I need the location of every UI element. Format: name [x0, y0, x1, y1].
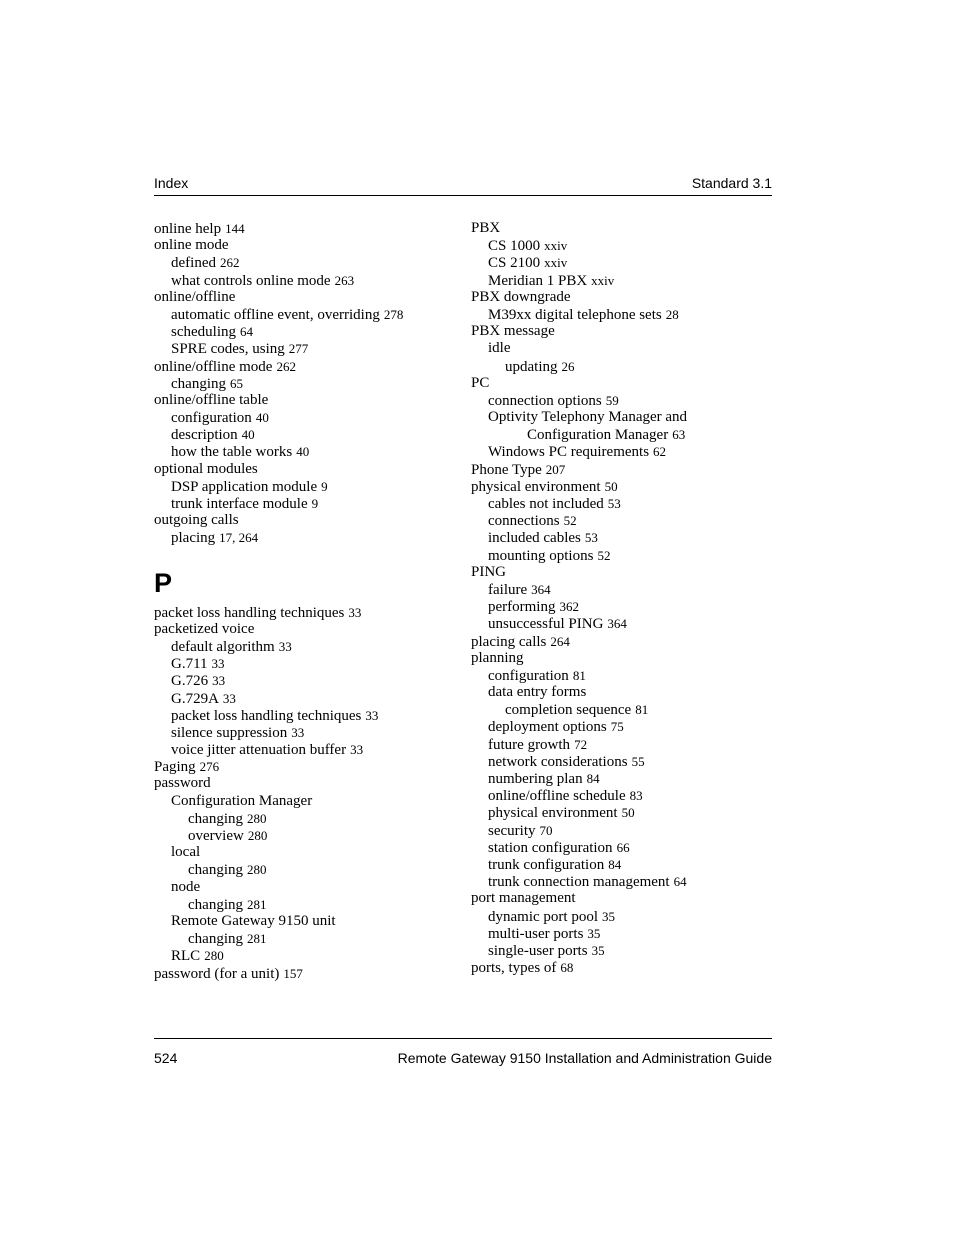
index-term: changing [188, 896, 243, 913]
index-term: password (for a unit) [154, 965, 280, 982]
index-entry [154, 461, 454, 478]
index-term: default algorithm [171, 638, 275, 655]
index-page-ref[interactable]: 280 [204, 948, 224, 964]
index-entry [154, 947, 454, 964]
index-term: packet loss handling techniques [154, 604, 345, 621]
index-page-ref[interactable]: 35 [601, 908, 615, 924]
index-term: unsuccessful PING [488, 616, 604, 633]
index-page-ref[interactable]: 53 [584, 530, 598, 546]
index-term: online/offline table [154, 391, 269, 408]
index-entry [471, 701, 771, 718]
index-term: what controls online mode [171, 272, 331, 289]
index-page-ref[interactable]: 40 [255, 410, 269, 426]
index-term: password [154, 775, 211, 792]
index-entry [154, 844, 454, 861]
index-term: Configuration Manager [527, 427, 669, 444]
index-entry [471, 564, 771, 581]
index-page-ref[interactable]: 75 [610, 719, 624, 735]
index-page-ref[interactable]: 64 [673, 874, 687, 890]
index-term: online mode [154, 237, 229, 254]
index-entry [154, 793, 454, 810]
index-term: PING [471, 563, 507, 580]
index-page-ref[interactable]: 63 [672, 427, 686, 443]
index-term: network considerations [488, 753, 628, 770]
index-term: silence suppression [171, 724, 288, 741]
index-column-right [471, 220, 771, 976]
index-entry [154, 529, 454, 546]
index-entry [471, 306, 771, 323]
index-page-ref[interactable]: 17, 264 [219, 530, 259, 546]
index-entry [154, 655, 454, 672]
index-entry [154, 827, 454, 844]
index-page-ref[interactable]: 81 [572, 667, 586, 683]
index-entry [154, 358, 454, 375]
index-entry [154, 306, 454, 323]
index-page-ref[interactable]: 33 [211, 656, 225, 672]
index-page-ref[interactable]: 28 [665, 306, 679, 322]
index-entry [154, 375, 454, 392]
index-entry [154, 810, 454, 827]
index-term: RLC [171, 948, 201, 965]
index-term: online/offline mode [154, 358, 273, 375]
index-term: future growth [488, 736, 571, 753]
index-entry [471, 220, 771, 237]
index-entry [471, 598, 771, 615]
index-page-ref[interactable]: 50 [621, 805, 635, 821]
index-entry [154, 323, 454, 340]
index-term: included cables [488, 530, 581, 547]
index-page-ref[interactable]: 84 [608, 856, 622, 872]
index-term: placing [171, 530, 216, 547]
index-entry [154, 512, 454, 529]
index-entry [471, 736, 771, 753]
index-page-ref[interactable]: 33 [222, 690, 236, 706]
index-entry [154, 237, 454, 254]
index-entry [154, 272, 454, 289]
index-page-ref[interactable]: 40 [241, 427, 255, 443]
index-page-ref[interactable]: 33 [212, 673, 226, 689]
index-page-ref[interactable]: 33 [350, 742, 364, 758]
index-entry [471, 495, 771, 512]
footer-doc-title: Remote Gateway 9150 Installation and Administration Guide [397, 1050, 772, 1066]
index-page-ref[interactable]: 262 [276, 358, 296, 374]
index-term: CS 2100 [488, 255, 541, 272]
index-entry [471, 254, 771, 271]
index-page-ref[interactable]: 364 [607, 616, 627, 632]
index-entry [471, 547, 771, 564]
index-entry [471, 443, 771, 460]
index-entry [471, 272, 771, 289]
index-term: PBX message [471, 323, 555, 340]
index-page-ref[interactable]: xxiv [591, 272, 615, 288]
index-page-ref[interactable]: 52 [563, 513, 577, 529]
index-entry [154, 254, 454, 271]
index-entry [471, 873, 771, 890]
index-term: G.711 [171, 656, 208, 673]
index-entry [154, 775, 454, 792]
index-page-ref[interactable]: 33 [348, 604, 362, 620]
index-page-ref[interactable]: 55 [631, 753, 645, 769]
index-entry [471, 925, 771, 942]
index-term: defined [171, 255, 216, 272]
index-term: ports, types of [471, 960, 557, 977]
index-term: online/offline [154, 288, 236, 305]
index-entry [471, 289, 771, 306]
index-entries-p-continued [471, 220, 771, 976]
index-entry [471, 839, 771, 856]
index-term: connection options [488, 392, 602, 409]
index-term: changing [188, 810, 243, 827]
index-entry [154, 930, 454, 947]
page-header [154, 174, 772, 196]
index-entry [154, 965, 454, 982]
index-term: packet loss handling techniques [171, 707, 362, 724]
index-page-ref[interactable]: 70 [539, 822, 553, 838]
index-entry [154, 879, 454, 896]
index-page-ref[interactable]: 66 [616, 839, 630, 855]
index-page-ref[interactable]: 35 [587, 925, 601, 941]
section-letter-p: P [154, 567, 173, 598]
index-entry [471, 529, 771, 546]
index-entry [154, 340, 454, 357]
index-entries-o [154, 220, 454, 547]
index-entry [471, 426, 771, 443]
index-term: G.729A [171, 690, 219, 707]
index-entry [471, 770, 771, 787]
index-entry [471, 633, 771, 650]
index-term: PBX [471, 220, 501, 236]
index-page-ref[interactable]: 9 [321, 478, 328, 494]
index-term: port management [471, 890, 576, 907]
index-entries-p [154, 604, 454, 982]
index-entry [471, 392, 771, 409]
index-term: deployment options [488, 719, 607, 736]
header-section-title: Index [154, 175, 189, 191]
index-entry [471, 804, 771, 821]
index-page-ref[interactable]: 81 [635, 702, 649, 718]
index-term: mounting options [488, 547, 594, 564]
index-page-ref[interactable]: 281 [246, 931, 267, 947]
index-page-ref[interactable]: 144 [225, 221, 245, 236]
index-entry [471, 581, 771, 598]
index-entry [154, 707, 454, 724]
index-entry [471, 237, 771, 254]
index-term: outgoing calls [154, 512, 239, 529]
index-page-ref[interactable]: 52 [597, 547, 611, 563]
index-page-ref[interactable]: xxiv [544, 255, 568, 271]
index-page-ref[interactable]: 26 [561, 358, 575, 374]
index-entry [471, 890, 771, 907]
index-entry [154, 621, 454, 638]
index-page-ref[interactable]: 33 [278, 638, 292, 654]
index-page-ref[interactable]: 33 [365, 707, 379, 723]
index-term: dynamic port pool [488, 908, 598, 925]
index-page-ref[interactable]: 364 [531, 581, 551, 597]
index-entry [471, 718, 771, 735]
index-term: configuration [488, 667, 569, 684]
index-entry [154, 289, 454, 306]
index-term: online/offline schedule [488, 788, 626, 805]
index-page-ref[interactable]: 40 [296, 444, 310, 460]
index-entry [154, 638, 454, 655]
index-term: completion sequence [505, 702, 632, 719]
index-term: idle [488, 340, 511, 357]
index-entry [154, 758, 454, 775]
index-entry [154, 426, 454, 443]
index-term: Optivity Telephony Manager and [488, 409, 688, 426]
index-page-ref[interactable]: 264 [550, 633, 570, 649]
index-term: scheduling [171, 324, 236, 341]
index-term: cables not included [488, 496, 604, 512]
index-page-ref[interactable]: 263 [334, 272, 355, 288]
index-entry [471, 340, 771, 357]
index-term: overview [188, 828, 244, 844]
index-page-ref[interactable]: 72 [574, 736, 588, 752]
index-entry [154, 861, 454, 878]
index-entry [471, 478, 771, 495]
index-entry [154, 672, 454, 689]
index-term: security [488, 822, 536, 839]
index-page-ref[interactable]: 59 [605, 392, 619, 408]
index-entry [154, 741, 454, 758]
index-page-ref[interactable]: 276 [199, 759, 220, 775]
index-page-ref[interactable]: 262 [219, 255, 240, 271]
index-term: numbering plan [488, 771, 583, 787]
index-term: placing calls [471, 633, 547, 650]
index-page-ref[interactable]: 64 [240, 324, 253, 340]
index-entry [471, 358, 771, 375]
index-term: single-user ports [488, 942, 588, 959]
index-term: data entry forms [488, 684, 587, 701]
index-entry [471, 787, 771, 804]
index-entry [154, 913, 454, 930]
index-term: PBX downgrade [471, 288, 571, 305]
index-term: PC [471, 374, 490, 391]
index-page-ref[interactable]: 83 [629, 788, 643, 804]
index-term: connections [488, 513, 560, 530]
index-term: Phone Type [471, 461, 542, 478]
index-entry [154, 604, 454, 621]
header-doc-version: Standard 3.1 [691, 175, 772, 191]
index-term: station configuration [488, 839, 613, 856]
index-term: packetized voice [154, 620, 255, 637]
index-page-ref[interactable]: 84 [586, 771, 600, 786]
index-term: node [171, 878, 201, 895]
index-entry [471, 822, 771, 839]
index-page-ref[interactable]: 68 [560, 960, 574, 976]
index-entry [154, 443, 454, 460]
index-term: Meridian 1 PBX [488, 272, 588, 289]
index-entry [154, 896, 454, 913]
index-entry [471, 323, 771, 340]
index-term: Remote Gateway 9150 unit [171, 912, 336, 929]
index-entry [471, 684, 771, 701]
index-entry [471, 856, 771, 873]
index-entry [154, 220, 454, 237]
index-term: online help [154, 221, 222, 237]
index-term: how the table works [171, 444, 293, 461]
index-page-ref[interactable]: 65 [229, 375, 243, 391]
index-page-ref[interactable]: 362 [559, 599, 579, 615]
index-entry [154, 724, 454, 741]
index-entry [471, 375, 771, 392]
index-term: automatic offline event, overriding [171, 306, 380, 323]
index-term: optional modules [154, 460, 258, 477]
index-page-ref[interactable]: 157 [283, 965, 303, 981]
index-term: M39xx digital telephone sets [488, 306, 662, 323]
index-page-ref[interactable]: 9 [311, 496, 319, 511]
index-term: trunk connection management [488, 874, 670, 891]
index-entry [471, 753, 771, 770]
index-entry [471, 615, 771, 632]
index-term: local [171, 844, 201, 861]
index-term: physical environment [471, 478, 601, 495]
index-entry [471, 959, 771, 976]
index-term: changing [188, 931, 243, 948]
index-page-ref[interactable]: 277 [288, 341, 309, 357]
page-footer [154, 1038, 772, 1069]
index-entry [471, 461, 771, 478]
index-term: updating [505, 358, 558, 375]
index-term: planning [471, 649, 524, 666]
index-page-ref[interactable]: xxiv [544, 238, 568, 254]
index-entry [154, 495, 454, 512]
page-number: 524 [154, 1050, 178, 1066]
index-term: G.726 [171, 673, 209, 690]
index-entry [471, 409, 771, 426]
index-term: voice jitter attenuation buffer [171, 742, 347, 759]
index-entry [154, 409, 454, 426]
index-entry [154, 392, 454, 409]
index-page-ref[interactable]: 281 [246, 896, 267, 912]
index-page-ref[interactable]: 62 [653, 444, 667, 460]
index-page-ref[interactable]: 207 [545, 461, 566, 477]
index-term: changing [171, 375, 226, 392]
index-term: failure [488, 581, 528, 598]
index-term: Paging [154, 759, 196, 776]
index-term: changing [188, 862, 243, 879]
index-page-ref[interactable]: 35 [591, 942, 605, 958]
index-term: physical environment [488, 805, 618, 822]
index-term: DSP application module [171, 478, 318, 495]
index-entry [154, 690, 454, 707]
index-term: SPRE codes, using [171, 341, 285, 358]
index-entry [471, 667, 771, 684]
index-entry [471, 650, 771, 667]
index-term: performing [488, 599, 556, 616]
index-term: Windows PC requirements [488, 444, 650, 461]
index-page-ref[interactable]: 280 [246, 862, 267, 878]
index-page-ref[interactable]: 278 [383, 306, 404, 322]
index-term: CS 1000 [488, 238, 541, 255]
index-page-ref[interactable]: 33 [291, 724, 305, 740]
index-page-ref[interactable]: 280 [246, 810, 267, 826]
index-entry [471, 908, 771, 925]
index-term: configuration [171, 410, 252, 427]
index-entry [154, 478, 454, 495]
index-page-ref[interactable]: 50 [604, 478, 618, 494]
index-term: trunk configuration [488, 856, 605, 873]
index-column-left [154, 220, 454, 982]
index-term: multi-user ports [488, 925, 584, 942]
index-entry [471, 512, 771, 529]
index-page-ref[interactable]: 280 [247, 828, 268, 843]
index-term: trunk interface module [171, 496, 308, 512]
index-page-ref[interactable]: 53 [607, 496, 621, 511]
index-term: Configuration Manager [171, 792, 313, 809]
index-entry [471, 942, 771, 959]
index-term: description [171, 427, 238, 444]
